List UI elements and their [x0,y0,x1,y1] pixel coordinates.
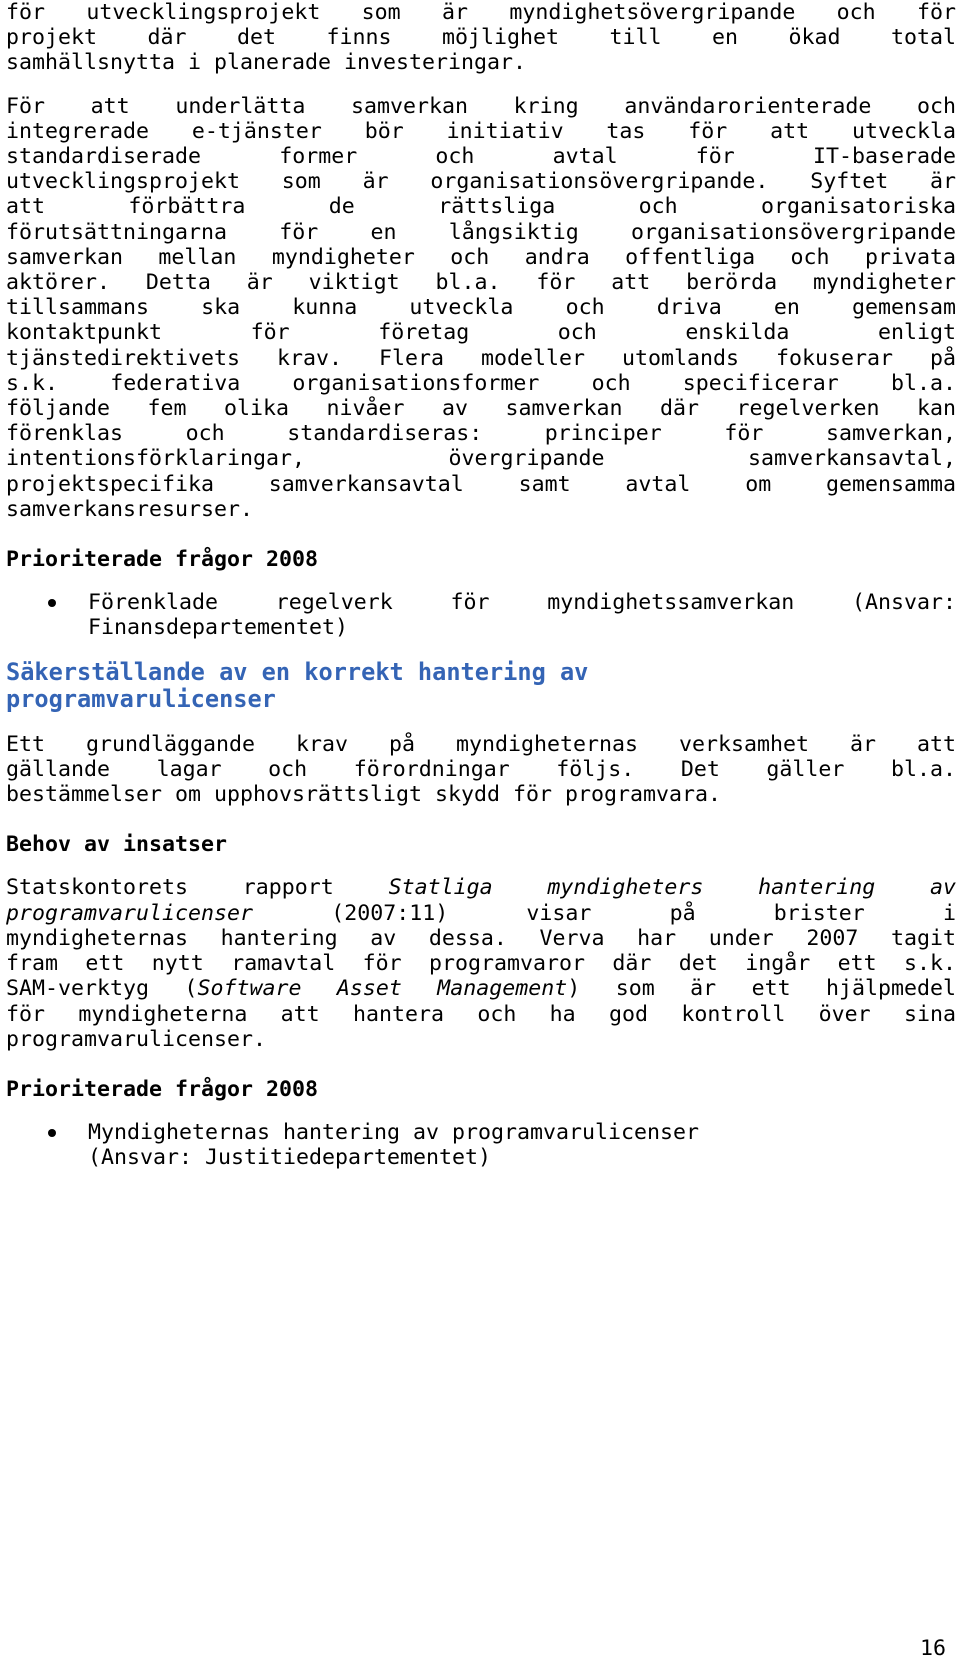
priority-heading-1: Prioriterade frågor 2008 [6,547,319,573]
text-line: följande fem olika nivåer av samverkan där regelverken kan [6,396,956,422]
heading-line: Säkerställande av en korrekt hantering av [6,657,589,686]
text-line: myndigheternas hantering av dessa. Verva har under 2007 tagit [6,925,956,951]
text-line: samverkan mellan myndigheter och andra offentliga och privata [6,244,956,270]
text-line: Ett grundläggande krav på myndigheternas verksamhet är att [6,731,956,757]
needs-heading: Behov av insatser [6,832,228,858]
text-line: för utvecklingsprojekt som är myndighetsövergripande och för [6,0,956,25]
paragraph-statskontoret [6,875,956,1051]
text-line: Förenklade regelverk för myndighetssamverkan (Ansvar: [88,590,956,616]
text-line: fram ett nytt ramavtal för programvaror där det ingår ett s.k. [6,951,956,977]
text-line: projekt där det finns möjlighet till en ökad total [6,25,956,51]
page-number: 16 [919,1636,946,1661]
text-line: tjänstedirektivets krav. Flera modeller utomlands fokuserar på [6,345,956,371]
priority-heading-2: Prioriterade frågor 2008 [6,1076,319,1102]
text-line: aktörer. Detta är viktigt bl.a. för att berörda myndigheter [6,270,956,296]
document-page [6,0,956,1171]
report-title: programvarulicenser [6,900,254,926]
list-item [6,1120,956,1170]
text-line: samverkansresurser. [6,496,254,522]
report-title: Statliga myndigheters hantering av [388,875,956,901]
text-line: Statskontorets rapport Statliga myndigheters hantering av [6,875,956,901]
text-line: projektspecifika samverkansavtal samt avtal om gemensamma [6,471,956,497]
bullet-icon [48,1129,56,1137]
text-line: samhällsnytta i planerade investeringar. [6,50,527,76]
text-line: (Ansvar: Justitiedepartementet) [88,1145,492,1171]
text-line: utvecklingsprojekt som är organisationsövergripande. Syftet är [6,169,956,195]
text-line: förenklas och standardiseras: principer för samverkan, [6,421,956,447]
text-line: s.k. federativa organisationsformer och specificerar bl.a. [6,370,956,396]
term-italic: Software Asset Management [197,976,568,1002]
text-line: kontaktpunkt för företag och enskilda enligt [6,320,956,346]
paragraph-samverkan [6,94,956,522]
bullet-icon [48,599,56,607]
text-line: Finansdepartementet) [88,615,349,641]
text-line: förutsättningarna för en långsiktig organisationsövergripande [6,219,956,245]
text-line: För att underlätta samverkan kring användarorienterade och [6,93,956,119]
text-line: programvarulicenser. [6,1026,267,1052]
text-line: SAM-verktyg (Software Asset Management) som är ett hjälpmedel [6,976,956,1002]
paragraph-intro [6,0,956,76]
section-heading [6,659,956,714]
text-line: integrerade e-tjänster bör initiativ tas för att utveckla [6,118,956,144]
priority-list-1 [6,590,956,640]
list-item [6,590,956,640]
text-line: Myndigheternas hantering av programvarulicenser [88,1120,700,1146]
text-line: bestämmelser om upphovsrättsligt skydd för programvara. [6,782,722,808]
priority-list-2 [6,1120,956,1170]
text-line: gällande lagar och förordningar följs. Det gäller bl.a. [6,756,956,782]
text-line: tillsammans ska kunna utveckla och driva en gemensam [6,295,956,321]
text-line: programvarulicenser (2007:11) visar på brister i [6,900,956,926]
text-line: standardiserade former och avtal för IT-baserade [6,144,956,170]
text-line: att förbättra de rättsliga och organisatoriska [6,194,956,220]
text-line: intentionsförklaringar, övergripande samverkansavtal, [6,446,956,472]
text-line: för myndigheterna att hantera och ha god kontroll över sina [6,1001,956,1027]
paragraph-legal [6,732,956,808]
heading-line: programvarulicenser [6,685,276,714]
